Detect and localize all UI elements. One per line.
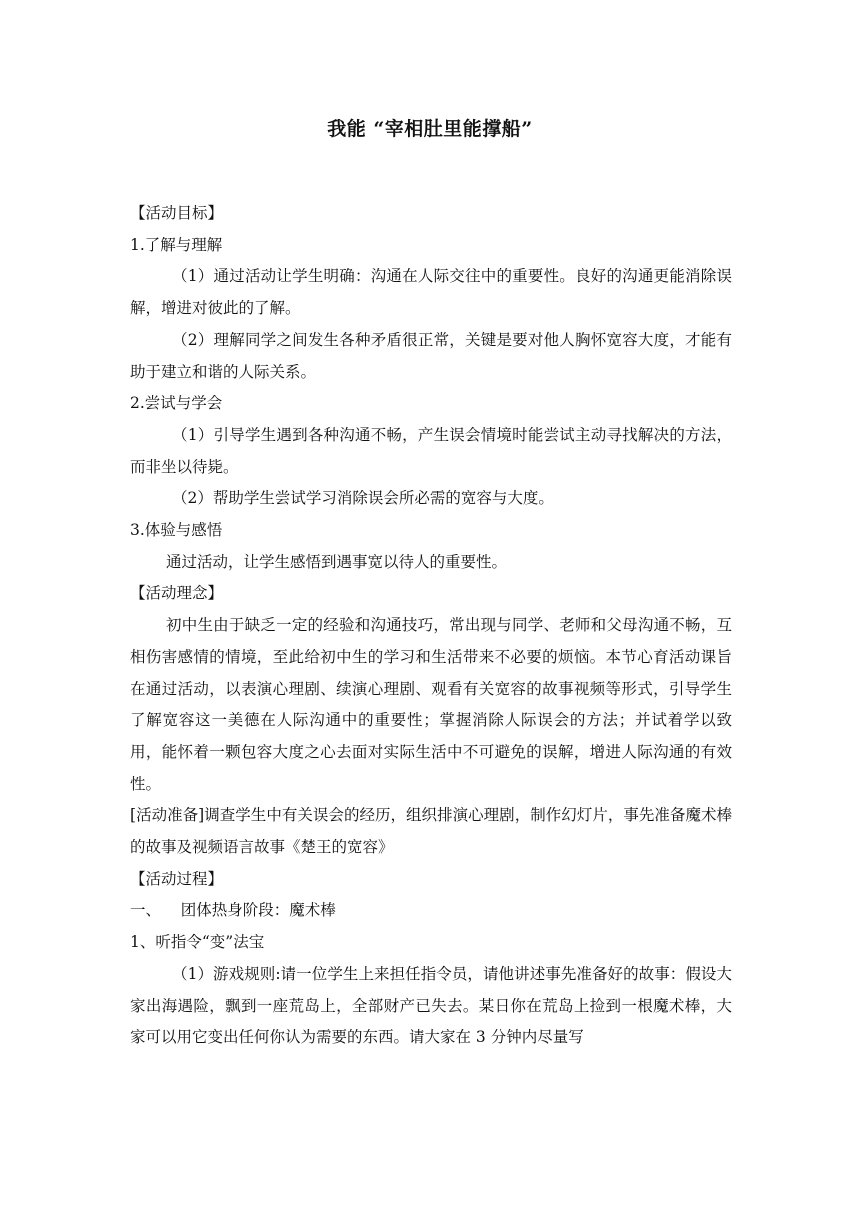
goal-item-3-heading: 3.体验与感悟 (130, 521, 223, 540)
goal-item-2-1: （1）引导学生遇到各种沟通不畅，产生误会情境时能尝试主动寻找解决的方法，而非坐以待毙。 (130, 425, 732, 476)
goal-item-1-2: （2）理解同学之间发生各种矛盾很正常，关键是要对他人胸怀宽容大度，才能有助于建立和谐的人际关系。 (130, 330, 732, 381)
goal-item-2-2: （2）帮助学生尝试学习消除误会所必需的宽容与大度。 (172, 489, 554, 508)
process-stage-1: 一、 团体热身阶段：魔术棒 (130, 901, 336, 920)
section-heading-concept: 【活动理念】 (130, 584, 224, 603)
concept-paragraph: 初中生由于缺乏一定的经验和沟通技巧，常出现与同学、老师和父母沟通不畅，互相伤害感情的情境，至此给初中生的学习和生活带来不必要的烦恼。本节心育活动课旨在通过活动，以表演心理剧、续演心理剧、观看有关宽容的故事视频等形式，引导学生了解宽容这一美德在人际沟通中的重要性；掌握消除人际误会的方法；并试着学以致用，能怀着一颗包容大度之心去面对实际生活中不可避免的误解，增进人际沟通的有效性。 (130, 616, 732, 793)
document-body (130, 198, 732, 1054)
game-rules-paragraph: （1）游戏规则:请一位学生上来担任指令员，请他讲述事先准备好的故事：假设大家出海遇险，飘到一座荒岛上，全部财产已失去。某日你在荒岛上捡到一根魔术棒，大家可以用它变出任何你认为需要的东西。请大家在 3 分钟内尽量写 (130, 964, 732, 1047)
goal-item-1-heading: 1.了解与理解 (130, 235, 223, 254)
preparation-paragraph: [活动准备]调查学生中有关误会的经历，组织排演心理剧，制作幻灯片，事先准备魔术棒的故事及视频语言故事《楚王的宽容》 (130, 806, 732, 857)
goal-item-1-1: （1）通过活动让学生明确：沟通在人际交往中的重要性。良好的沟通更能消除误解，增进对彼此的了解。 (130, 267, 732, 318)
page-title: 我能 “宰相肚里能撑船” (327, 118, 533, 140)
section-heading-goals: 【活动目标】 (130, 204, 224, 222)
goal-item-2-heading: 2.尝试与学会 (130, 394, 223, 413)
section-heading-process: 【活动过程】 (130, 869, 224, 888)
goal-item-3-text: 通过活动，让学生感悟到遇事宽以待人的重要性。 (166, 552, 508, 571)
process-step-1: 1、听指令“变”法宝 (130, 933, 265, 952)
